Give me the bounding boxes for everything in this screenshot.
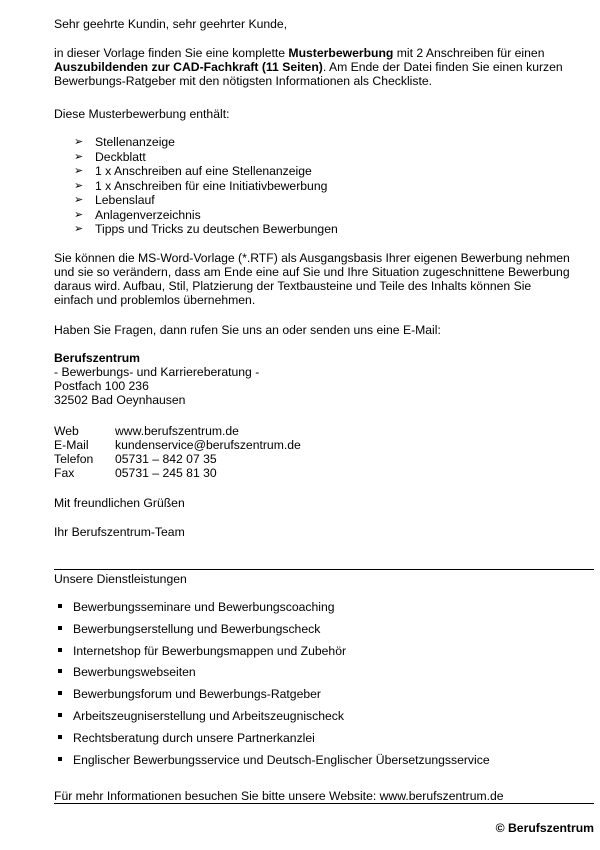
square-bullet-icon xyxy=(58,691,62,695)
footer-more-info: Für mehr Informationen besuchen Sie bitte unsere Website: www.berufszentrum.de xyxy=(54,789,504,803)
list-item: Englischer Bewerbungsservice und Deutsch-Englischer Übersetzungsservice xyxy=(54,753,594,775)
arrow-bullet-icon: ➢ xyxy=(74,165,84,177)
contact-row-email: E-Mail kundenservice@berufszentrum.de xyxy=(54,438,301,452)
company-name: Berufszentrum xyxy=(54,351,141,365)
phone-number: 05731 – 842 07 35 xyxy=(115,452,217,466)
square-bullet-icon xyxy=(58,604,62,608)
services-heading: Unsere Dienstleistungen xyxy=(54,572,187,586)
list-item: ➢ Tipps und Tricks zu deutschen Bewerbungen xyxy=(74,222,338,236)
list-item: Internetshop für Bewerbungsmappen und Zubehör xyxy=(54,644,594,666)
arrow-bullet-icon: ➢ xyxy=(74,136,84,148)
list-item: ➢ 1 x Anschreiben für eine Initiativbewerbung xyxy=(74,178,328,193)
list-item: ➢ Stellenanzeige xyxy=(74,135,175,149)
square-bullet-icon xyxy=(58,757,62,761)
intro-line-2: Auszubildenden zur CAD-Fachkraft (11 Seiten). Am Ende der Datei finden Sie einen kurzen xyxy=(54,60,563,74)
divider-top xyxy=(54,569,594,570)
intro-bold-title: Auszubildenden zur CAD-Fachkraft (11 Seiten) xyxy=(54,60,323,74)
contents-heading: Diese Musterbewerbung enthält: xyxy=(54,107,230,121)
contact-row-web: Web www.berufszentrum.de xyxy=(54,424,239,438)
contact-row-fax: Fax 05731 – 245 81 30 xyxy=(54,466,217,480)
intro-bold-musterbewerbung: Musterbewerbung xyxy=(288,46,394,60)
address-block xyxy=(54,351,594,407)
contact-table xyxy=(54,424,594,480)
copyright: © Berufszentrum xyxy=(495,821,594,835)
square-bullet-icon xyxy=(58,735,62,739)
address-line: - Bewerbungs- und Karriereberatung - xyxy=(54,365,260,379)
list-item: ➢ Anlagenverzeichnis xyxy=(74,207,201,222)
questions-text: Haben Sie Fragen, dann rufen Sie uns an oder senden uns eine E-Mail: xyxy=(54,323,441,337)
list-item: Bewerbungserstellung und Bewerbungscheck xyxy=(54,622,594,644)
square-bullet-icon xyxy=(58,648,62,652)
divider-bottom xyxy=(54,803,594,804)
usage-paragraph: Sie können die MS-Word-Vorlage (*.RTF) als Ausgangsbasis Ihrer eigenen Bewerbung nehmen und sie so verändern, dass am Ende eine auf Sie und Ihre Situation zugeschnittene Bewerbung daraus wird. Aufbau, Stil, Platzierung der Textbausteine und Teile des Inhalts können Sie einfach und problemlos übernehmen. xyxy=(54,251,570,307)
document-page xyxy=(54,0,594,850)
services-list xyxy=(54,600,594,774)
greeting: Sehr geehrte Kundin, sehr geehrter Kunde, xyxy=(54,17,288,31)
contact-row-phone: Telefon 05731 – 842 07 35 xyxy=(54,452,217,466)
square-bullet-icon xyxy=(58,626,62,630)
list-item: ➢ Deckblatt xyxy=(74,149,146,164)
email-link[interactable]: kundenservice@berufszentrum.de xyxy=(115,438,301,452)
list-item: Arbeitszeugniserstellung und Arbeitszeugnischeck xyxy=(54,709,594,731)
intro-line-3: Bewerbungs-Ratgeber mit den nötigsten Informationen als Checkliste. xyxy=(54,74,433,88)
address-line: 32502 Bad Oeynhausen xyxy=(54,393,186,407)
list-item: Bewerbungswebseiten xyxy=(54,665,594,687)
list-item: Rechtsberatung durch unsere Partnerkanzlei xyxy=(54,731,594,753)
list-item: Bewerbungsseminare und Bewerbungscoaching xyxy=(54,600,594,622)
list-item: ➢ Lebenslauf xyxy=(74,193,155,207)
intro-paragraph xyxy=(54,46,594,88)
arrow-bullet-icon: ➢ xyxy=(74,179,84,192)
arrow-bullet-icon: ➢ xyxy=(74,150,84,163)
address-line: Postfach 100 236 xyxy=(54,379,149,393)
arrow-bullet-icon: ➢ xyxy=(74,194,84,206)
intro-line-1: in dieser Vorlage finden Sie eine komplette Musterbewerbung mit 2 Anschreiben für einen xyxy=(54,46,545,60)
list-item: Bewerbungsforum und Bewerbungs-Ratgeber xyxy=(54,687,594,709)
fax-number: 05731 – 245 81 30 xyxy=(115,466,217,480)
web-link[interactable]: www.berufszentrum.de xyxy=(115,424,239,438)
signature: Ihr Berufszentrum-Team xyxy=(54,525,185,539)
arrow-bullet-icon: ➢ xyxy=(74,208,84,221)
square-bullet-icon xyxy=(58,713,62,717)
list-item: ➢ 1 x Anschreiben auf eine Stellenanzeige xyxy=(74,164,312,178)
closing: Mit freundlichen Grüßen xyxy=(54,496,185,510)
arrow-bullet-icon: ➢ xyxy=(74,223,84,235)
square-bullet-icon xyxy=(58,669,62,673)
contents-list xyxy=(54,135,594,237)
